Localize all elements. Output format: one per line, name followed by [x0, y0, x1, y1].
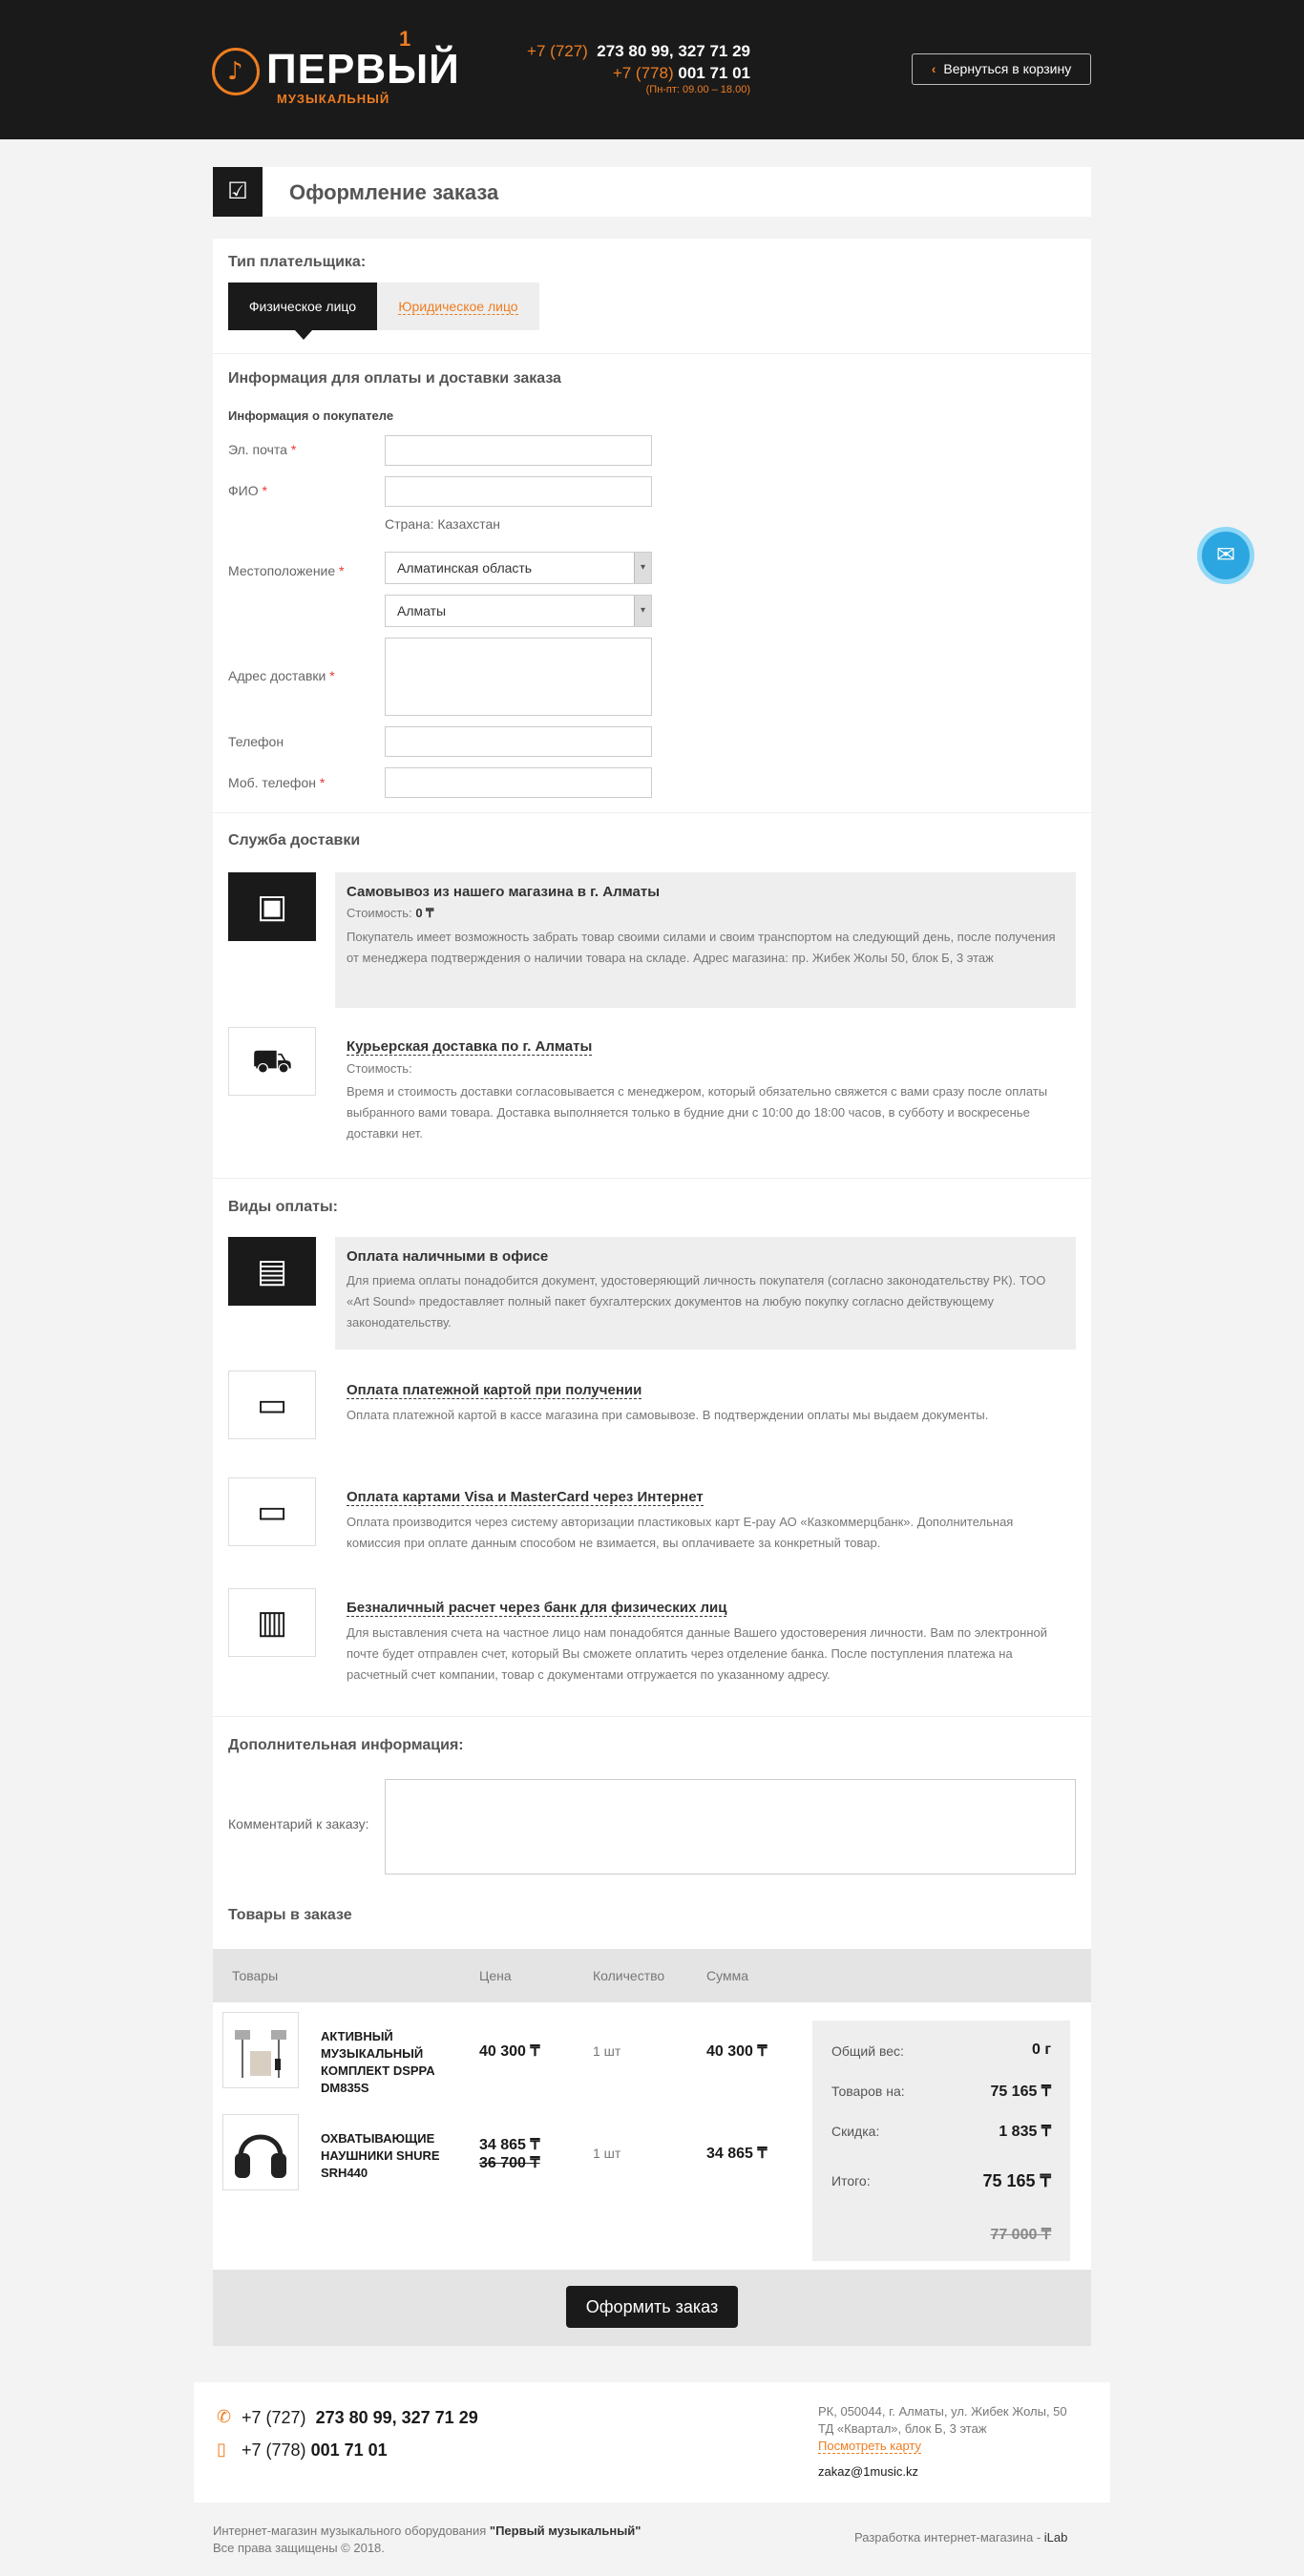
logo-sup-text: 1	[399, 27, 411, 51]
divider	[213, 353, 1091, 354]
logo-sub-text: МУЗЫКАЛЬНЫЙ	[277, 92, 390, 106]
chevron-down-icon: ▾	[634, 553, 651, 583]
payment-option-title: Оплата наличными в офисе	[347, 1248, 549, 1265]
page-title: Оформление заказа	[289, 180, 499, 204]
invoice-icon[interactable]: ▥	[228, 1588, 316, 1657]
region-value: Алматинская область	[397, 560, 533, 576]
payment-option-title[interactable]: Оплата платежной картой при получении	[347, 1382, 642, 1398]
payment-option-online-card[interactable]	[335, 1477, 1076, 1569]
order-form	[213, 239, 1091, 2346]
page-title-bar	[213, 167, 1091, 217]
logo-main-text: ПЕРВЫЙ	[266, 46, 460, 93]
city-value: Алматы	[397, 603, 447, 618]
address-line1: РК, 050044, г. Алматы, ул. Жибек Жолы, 50	[818, 2404, 1067, 2419]
mobile-field[interactable]	[385, 767, 652, 798]
copyright: Интернет-магазин музыкального оборудования "Первый музыкальный" Все права защищены © 2018.	[213, 2524, 641, 2555]
delivery-option-text: Время и стоимость доставки согласовывается с менеджером, который обязательно свяжется с вами сразу после оплаты выбранного вами товара. Доставка выполняется только в будние дни с 10:00 до 18:00 часов, в субботу и воскресенье доставки нет.	[347, 1084, 1048, 1141]
footer-phone1[interactable]: +7 (727) 273 80 99, 327 71 29	[242, 2408, 478, 2427]
phone-label: Телефон	[228, 734, 284, 749]
product-qty: 1 шт	[593, 2043, 621, 2059]
country-text: Страна: Казахстан	[385, 516, 500, 532]
summary-discount: Скидка: 1 835 ₸	[831, 2124, 1051, 2140]
comment-label: Комментарий к заказу:	[228, 1816, 369, 1832]
product-qty: 1 шт	[593, 2146, 621, 2161]
back-to-cart-button[interactable]	[912, 53, 1091, 85]
comment-field[interactable]	[385, 1779, 1076, 1874]
payment-option-text: Для приема оплаты понадобится документ, удостоверяющий личность покупателя (согласно законодательству РК). ТОО «Art Sound» предоставляет полный пакет бухгалтерских документов на любую покупку согласно действующему законодательству.	[347, 1273, 1046, 1330]
email-label: Эл. почта *	[228, 442, 297, 457]
product-price: 40 300 ₸	[479, 2043, 540, 2060]
payment-option-text: Оплата производится через систему авторизации пластиковых карт E-pay АО «Казкоммерцбанк». Дополнительная комиссия при оплате данным способом не взимается, вы оплачиваете за конкретный товар.	[347, 1515, 1014, 1550]
phone1-numbers[interactable]: 273 80 99, 327 71 29	[597, 42, 750, 60]
phone2-code[interactable]: +7 (778)	[612, 64, 674, 82]
delivery-option-text: Покупатель имеет возможность забрать товар своими силами и своим транспортом на следующий день, после получения от менеджера подтверждения о наличии товара на складе. Адрес магазина: пр. Жибек Жолы 50, блок Б, 3 этаж	[347, 930, 1056, 965]
address-label: Адрес доставки *	[228, 668, 335, 683]
payment-option-title[interactable]: Оплата картами Visa и MasterCard через Интернет	[347, 1489, 704, 1505]
developer-credit[interactable]: Разработка интернет-магазина - iLab	[854, 2530, 1068, 2545]
checkbox-icon: ☑	[213, 167, 263, 217]
summary-goods: Товаров на: 75 165 ₸	[831, 2084, 1051, 2100]
mobile-label: Моб. телефон *	[228, 775, 326, 790]
divider	[213, 1716, 1091, 1717]
chat-bubble-icon[interactable]: ✉	[1197, 527, 1254, 584]
truck-icon[interactable]: ⛟	[228, 1027, 316, 1096]
product-sum: 40 300 ₸	[706, 2043, 768, 2060]
music-note-icon: ♪	[227, 57, 243, 86]
product-name[interactable]: АКТИВНЫЙ МУЗЫКАЛЬНЫЙ КОМПЛЕКТ DSPPA DM835S	[321, 2029, 435, 2095]
delivery-heading: Служба доставки	[228, 832, 361, 848]
address-line2: ТД «Квартал», блок Б, 3 этаж	[818, 2421, 987, 2436]
divider	[213, 1178, 1091, 1179]
delivery-cost: Стоимость:	[347, 1061, 412, 1076]
box-icon[interactable]: ▣	[228, 872, 316, 941]
name-field[interactable]	[385, 476, 652, 507]
extra-info-heading: Дополнительная информация:	[228, 1737, 464, 1753]
col-product: Товары	[232, 1968, 279, 1983]
divider	[213, 812, 1091, 813]
rights-text: Все права защищены © 2018.	[213, 2541, 385, 2555]
card-icon[interactable]: ▭	[228, 1477, 316, 1546]
product-name[interactable]: ОХВАТЫВАЮЩИЕ НАУШНИКИ SHURE SRH440	[321, 2131, 440, 2180]
site-footer	[194, 2382, 1110, 2503]
tab-legal-label: Юридическое лицо	[398, 299, 518, 314]
col-qty: Количество	[593, 1968, 665, 1983]
product-price: 34 865 ₸	[479, 2137, 540, 2153]
place-order-button[interactable]: Оформить заказ	[566, 2286, 738, 2328]
payment-heading: Виды оплаты:	[228, 1199, 338, 1215]
chevron-left-icon: ‹	[931, 61, 936, 76]
card-icon[interactable]: ▭	[228, 1371, 316, 1439]
work-hours: (Пн-пт: 09.00 – 18.00)	[645, 84, 750, 95]
delivery-cost: Стоимость: 0 ₸	[347, 906, 434, 920]
delivery-option-courier[interactable]	[335, 1027, 1076, 1141]
product-image[interactable]	[222, 2012, 299, 2088]
payment-option-text: Для выставления счета на частное лицо нам понадобятся данные Вашего удостоверения личности. Вам по электронной почте будет отправлен счет, который Вы сможете оплатить через отделение банка. После поступления платежа на расчетный счет компании, товар с документами отгружается по указанному адресу.	[347, 1625, 1047, 1682]
info-heading: Информация для оплаты и доставки заказа	[228, 370, 561, 387]
order-summary: Общий вес: 0 г Товаров на: 75 165 ₸ Скидка: 1 835 ₸ Итого: 75 165 ₸ 77 000 ₸	[812, 2021, 1070, 2261]
payment-option-cash[interactable]	[335, 1237, 1076, 1350]
phone-icon: ✆	[217, 2407, 232, 2426]
product-image[interactable]	[222, 2114, 299, 2190]
product-sum: 34 865 ₸	[706, 2146, 768, 2162]
mobile-icon: ▯	[217, 2440, 226, 2459]
tab-individual[interactable]: Физическое лицо	[228, 283, 377, 330]
phone1-code[interactable]: +7 (727)	[527, 42, 588, 60]
table-row	[213, 2007, 786, 2093]
cart-heading: Товары в заказе	[228, 1907, 352, 1923]
site-header	[0, 0, 1304, 139]
back-to-cart-label: Вернуться в корзину	[943, 61, 1072, 76]
header-phones	[527, 40, 750, 95]
phone2-numbers[interactable]: 001 71 01	[678, 64, 750, 82]
delivery-option-title[interactable]: Курьерская доставка по г. Алматы	[347, 1038, 593, 1055]
tab-legal[interactable]	[377, 283, 539, 330]
table-row	[213, 2109, 786, 2195]
payment-option-title[interactable]: Безналичный расчет через банк для физических лиц	[347, 1600, 727, 1616]
payer-type-heading: Тип плательщика:	[228, 254, 367, 270]
summary-total: Итого: 75 165 ₸	[831, 2171, 1051, 2190]
name-label: ФИО *	[228, 483, 267, 498]
map-link[interactable]: Посмотреть карту	[818, 2439, 922, 2453]
email-field[interactable]	[385, 435, 652, 466]
chevron-down-icon: ▾	[634, 596, 651, 626]
logo[interactable]	[212, 27, 460, 111]
footer-address	[818, 2403, 1067, 2455]
delivery-option-pickup[interactable]	[335, 872, 1076, 1008]
buyer-subheading: Информация о покупателе	[228, 408, 394, 423]
phone-field[interactable]	[385, 726, 652, 757]
cash-icon[interactable]: ▤	[228, 1237, 316, 1306]
region-select[interactable]	[385, 552, 652, 584]
footer-email[interactable]: zakaz@1music.kz	[818, 2464, 918, 2479]
payment-option-text: Оплата платежной картой в кассе магазина при самовывозе. В подтверждении оплаты мы выдаем документы.	[347, 1408, 989, 1422]
col-price: Цена	[479, 1968, 512, 1983]
submit-bar	[213, 2270, 1091, 2346]
location-label: Местоположение *	[228, 563, 345, 578]
product-old-price: 36 700 ₸	[479, 2155, 540, 2171]
headphones-image	[223, 2115, 298, 2189]
summary-weight: Общий вес: 0 г	[831, 2042, 1051, 2059]
city-select[interactable]	[385, 595, 652, 627]
cart-table-header	[213, 1949, 1091, 2002]
payment-option-bank-transfer[interactable]	[335, 1588, 1076, 1703]
col-sum: Сумма	[706, 1968, 748, 1983]
address-field[interactable]	[385, 638, 652, 716]
delivery-option-title: Самовывоз из нашего магазина в г. Алматы	[347, 884, 661, 900]
footer-phone2[interactable]: +7 (778) 001 71 01	[242, 2440, 388, 2460]
payment-option-card-on-delivery[interactable]	[335, 1371, 1076, 1447]
speaker-set-image	[223, 2013, 298, 2087]
